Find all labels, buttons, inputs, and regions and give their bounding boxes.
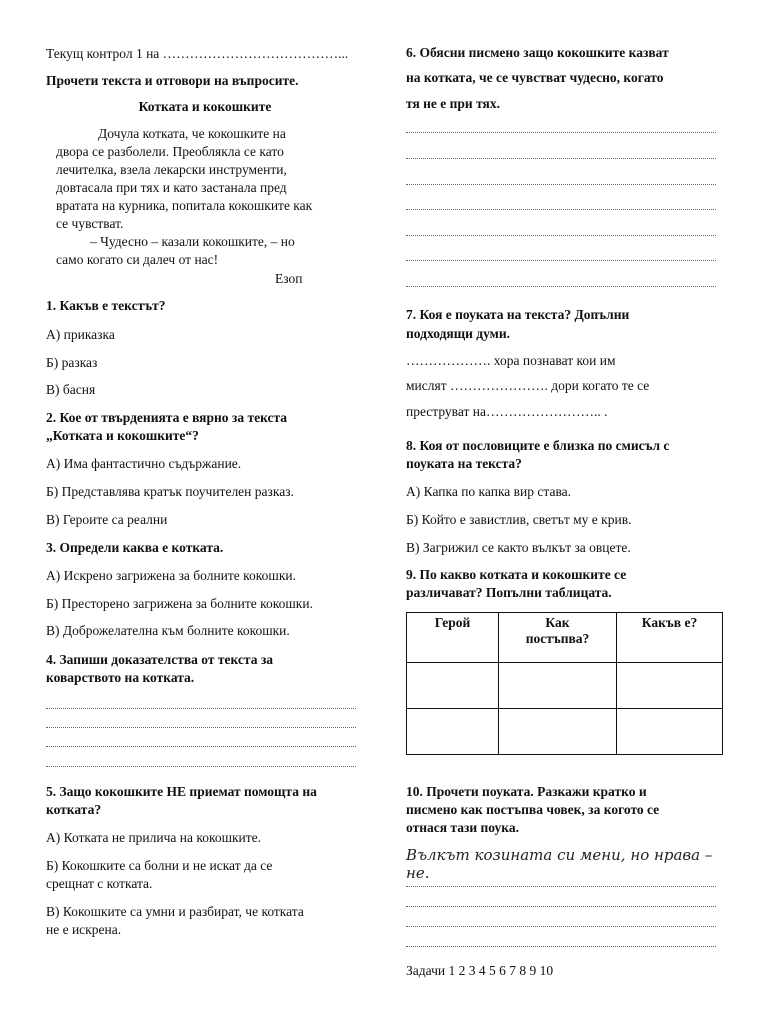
story-line: само когато си далеч от нас! (56, 252, 219, 267)
question-4: 4. Запиши доказателства от текста за (46, 652, 274, 667)
table-header-action (499, 613, 617, 663)
answer-line[interactable] (406, 184, 716, 185)
proverb: Вълкът козината си мени, но нрава – не. (406, 846, 713, 882)
table-header-hero (407, 613, 499, 663)
question-1: 1. Какъв е текстът? (46, 298, 166, 313)
answer-line[interactable] (406, 132, 716, 133)
comparison-table (406, 612, 723, 755)
question-10: 10. Прочети поуката. Разкажи кратко и (406, 784, 647, 799)
answer-option[interactable]: В) Героите са реални (46, 512, 168, 527)
table-cell[interactable] (499, 709, 617, 755)
table-cell[interactable] (407, 709, 499, 755)
question-6-cont: на котката, че се чувстват чудесно, когато (406, 70, 664, 85)
table-cell[interactable] (617, 709, 723, 755)
answer-option[interactable]: А) Има фантастично съдържание. (46, 456, 242, 471)
answer-option[interactable]: А) Капка по капка вир става. (406, 484, 572, 499)
answer-line[interactable] (46, 766, 356, 767)
table-row (407, 709, 723, 755)
answer-line[interactable] (406, 946, 716, 947)
question-6-cont: тя не е при тях. (406, 96, 500, 111)
header-text: Как (545, 615, 570, 630)
answer-line[interactable] (46, 708, 356, 709)
answer-line[interactable] (406, 906, 716, 907)
fill-in-line[interactable]: мислят …………………. дори когато те се (406, 378, 650, 393)
table-cell[interactable] (407, 663, 499, 709)
answer-option[interactable]: Б) Кокошките са болни и не искат да се (46, 858, 273, 873)
story-author: Езоп (275, 271, 303, 286)
answer-line[interactable] (46, 746, 356, 747)
question-3: 3. Определи каква е котката. (46, 540, 224, 555)
story-title: Котката и кокошките (138, 99, 272, 114)
answer-line[interactable] (406, 286, 716, 287)
answer-line[interactable] (406, 886, 716, 887)
answer-option[interactable]: В) Кокошките са умни и разбират, че котката (46, 904, 304, 919)
question-10-cont: отнася тази поука. (406, 820, 519, 835)
answer-option-cont: срещнат с котката. (46, 876, 153, 891)
answer-line[interactable] (46, 727, 356, 728)
question-8: 8. Коя от пословиците е близка по смисъл с (406, 438, 670, 453)
answer-option-cont: не е искрена. (46, 922, 122, 937)
answer-option[interactable]: А) Котката не прилича на кокошките. (46, 830, 262, 845)
story-line: Дочула котката, че кокошките на (98, 126, 286, 141)
answer-option[interactable]: В) Доброжелателна към болните кокошки. (46, 623, 290, 638)
answer-option[interactable]: Б) Който е завистлив, светът му е крив. (406, 512, 632, 527)
fill-in-line[interactable]: ………………. хора познават кои им (406, 353, 616, 368)
question-6: 6. Обясни писмено защо кокошките казват (406, 45, 669, 60)
header-text: постъпва? (525, 631, 590, 646)
table-header-character (617, 613, 723, 663)
answer-option[interactable]: Б) Представлява кратък поучителен разказ. (46, 484, 294, 499)
answer-option[interactable]: А) приказка (46, 327, 115, 342)
table-header-row (407, 613, 723, 663)
question-9-cont: различават? Попълни таблицата. (406, 585, 612, 600)
table-cell[interactable] (617, 663, 723, 709)
answer-option[interactable]: В) Загрижил се както вълкът за овцете. (406, 540, 631, 555)
answer-line[interactable] (406, 158, 716, 159)
instruction: Прочети текста и отговори на въпросите. (46, 73, 299, 88)
answer-line[interactable] (406, 235, 716, 236)
question-4-cont: коварството на котката. (46, 670, 195, 685)
question-7-cont: подходящи думи. (406, 326, 510, 341)
tasks-footer: Задачи 1 2 3 4 5 6 7 8 9 10 (406, 963, 554, 978)
question-2: 2. Кое от твърденията е вярно за текста (46, 410, 288, 425)
answer-line[interactable] (406, 260, 716, 261)
table-row (407, 663, 723, 709)
story-line: довтасала при тях и като застанала пред (56, 180, 287, 195)
question-5: 5. Защо кокошките НЕ приемат помощта на (46, 784, 317, 799)
story-line: вратата на курника, попитала кокошките как (56, 198, 313, 213)
question-2-cont: „Котката и кокошките“? (46, 428, 199, 443)
question-8-cont: поуката на текста? (406, 456, 522, 471)
story-line: двора се разболели. Преоблякла се като (56, 144, 284, 159)
answer-option[interactable]: В) басня (46, 382, 96, 397)
answer-line[interactable] (406, 926, 716, 927)
question-9: 9. По какво котката и кокошките се (406, 567, 627, 582)
answer-line[interactable] (406, 209, 716, 210)
header-line: Текущ контрол 1 на …………………………………... (46, 46, 349, 61)
answer-option[interactable]: Б) Престорено загрижена за болните кокошки. (46, 596, 313, 611)
story-line: се чувстват. (56, 216, 124, 231)
story-line: лечителка, взела лекарски инструменти, (56, 162, 287, 177)
question-5-cont: котката? (46, 802, 102, 817)
fill-in-line[interactable]: преструват на…………………….. . (406, 404, 608, 419)
question-10-cont: писмено как постъпва човек, за когото се (406, 802, 660, 817)
answer-option[interactable]: А) Искрено загрижена за болните кокошки. (46, 568, 296, 583)
header-text: Какъв е? (641, 615, 698, 630)
question-7: 7. Коя е поуката на текста? Допълни (406, 307, 630, 322)
story-line: – Чудесно – казали кокошките, – но (90, 234, 295, 249)
answer-option[interactable]: Б) разказ (46, 355, 98, 370)
table-cell[interactable] (499, 663, 617, 709)
header-text: Герой (434, 615, 471, 630)
